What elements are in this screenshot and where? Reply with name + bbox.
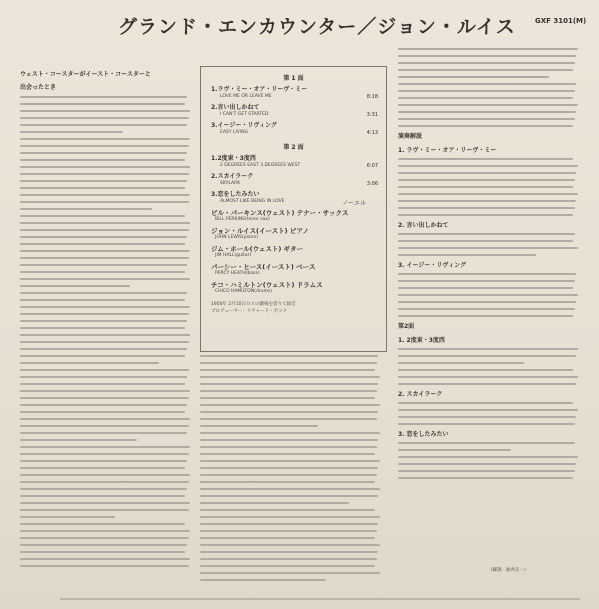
text-line	[20, 390, 190, 392]
text-line	[20, 152, 187, 154]
personnel-1	[201, 209, 386, 223]
text-line	[398, 62, 575, 64]
text-line	[398, 83, 576, 85]
text-line	[20, 292, 187, 294]
track-title-en: LOVE ME OR LEAVE ME	[220, 94, 272, 99]
text-line	[200, 537, 375, 539]
text-line	[200, 376, 380, 378]
track-note: ノーエル	[342, 200, 366, 207]
personnel-jp: パーシー・ヒース(イースト) ベース	[211, 263, 316, 271]
text-line	[200, 474, 377, 476]
track-1-2	[201, 104, 386, 118]
text-line	[398, 355, 576, 357]
text-line	[200, 460, 380, 462]
text-line	[200, 530, 377, 532]
personnel-jp: チコ・ハミルトン(ウェスト) ドラムス	[211, 281, 323, 289]
commentary-heading: 演奏解説	[398, 133, 423, 140]
text-line	[20, 327, 185, 329]
commentary-track-1-2: 2. 言い出しかねて	[398, 222, 449, 229]
commentary-side2-heading: 第2面	[398, 323, 415, 330]
track-1-3	[201, 122, 386, 136]
commentary-track-1-3: 3. イージー・リヴィング	[398, 262, 466, 269]
text-line	[20, 474, 190, 476]
text-line	[398, 362, 524, 364]
text-line	[398, 172, 576, 174]
text-line	[398, 247, 578, 249]
text-line	[20, 411, 185, 413]
text-line	[398, 456, 578, 458]
text-line	[20, 313, 189, 315]
tracklist-box	[200, 66, 387, 352]
text-line	[200, 579, 326, 581]
text-line	[398, 376, 578, 378]
text-line	[398, 449, 511, 451]
text-line	[200, 502, 349, 504]
copyright-footer-line	[60, 598, 580, 600]
personnel-en: CHICO HAMILTON(drums)	[215, 289, 272, 294]
text-line	[398, 442, 575, 444]
text-line	[200, 467, 378, 469]
text-line	[20, 201, 189, 203]
side1-title: 第 1 面	[283, 75, 304, 82]
text-line	[200, 355, 378, 357]
personnel-3	[201, 245, 386, 259]
text-line	[200, 383, 378, 385]
text-line	[20, 334, 190, 336]
text-line	[398, 254, 536, 256]
text-line	[398, 76, 549, 78]
text-line	[20, 278, 190, 280]
text-line	[398, 48, 578, 50]
text-line	[20, 453, 189, 455]
text-line	[20, 271, 185, 273]
text-line	[200, 418, 377, 420]
commentary-credit: （解説：油井正一）	[488, 568, 529, 573]
track-time: 3:31	[366, 112, 378, 118]
text-line	[20, 299, 185, 301]
text-line	[20, 530, 190, 532]
text-line	[398, 179, 575, 181]
text-line	[20, 236, 187, 238]
text-line	[20, 460, 187, 462]
recording-info	[201, 301, 386, 315]
text-line	[200, 411, 378, 413]
track-title-jp: 1.2度東・3度西	[211, 155, 256, 162]
text-line	[20, 103, 185, 105]
text-line	[200, 481, 375, 483]
text-line	[200, 495, 378, 497]
side2-title: 第 2 面	[283, 144, 304, 151]
personnel-2	[201, 227, 386, 241]
text-line	[200, 432, 380, 434]
middle-body-text	[200, 355, 382, 595]
commentary-track-2-3: 3. 恋をしたみたい	[398, 431, 449, 438]
text-line	[398, 315, 573, 317]
text-line	[20, 397, 189, 399]
text-line	[200, 509, 375, 511]
text-line	[398, 402, 573, 404]
text-line	[20, 173, 189, 175]
text-line	[20, 516, 115, 518]
text-line	[398, 125, 573, 127]
text-line	[20, 418, 190, 420]
text-line	[398, 69, 573, 71]
text-line	[398, 280, 575, 282]
text-line	[200, 558, 377, 560]
text-line	[20, 187, 185, 189]
text-line	[398, 97, 573, 99]
text-line	[398, 165, 578, 167]
text-line	[200, 551, 378, 553]
commentary-track-2-1: 1. 2度東・3度西	[398, 337, 445, 344]
text-line	[200, 572, 380, 574]
text-line	[20, 110, 190, 112]
text-line	[200, 404, 380, 406]
text-line	[200, 425, 318, 427]
text-line	[20, 467, 185, 469]
track-2-2	[201, 173, 386, 187]
track-1-1	[201, 86, 386, 100]
text-line	[398, 294, 578, 296]
left-heading-line1: ウェスト・コースターがイースト・コースターと	[20, 71, 151, 78]
text-line	[398, 423, 575, 425]
text-line	[20, 558, 190, 560]
text-line	[200, 397, 375, 399]
text-line	[20, 425, 189, 427]
album-title: グランド・エンカウンター／ジョン・ルイス	[118, 16, 516, 38]
right-body-text-top	[398, 48, 580, 127]
personnel-jp: ビル・パーキンス(ウェスト) テナー・サックス	[211, 209, 349, 217]
text-line	[200, 453, 375, 455]
text-line	[20, 285, 130, 287]
track-2-3	[201, 191, 386, 205]
text-line	[398, 214, 573, 216]
left-column	[20, 70, 192, 592]
recording-date: 1956年 2月10日ロスの劇場を借りて録音	[211, 302, 296, 307]
text-line	[20, 509, 189, 511]
track-title-en: ALMOST LIKE BEING IN LOVE	[220, 199, 285, 204]
catalog-number: GXF 3101(M)	[535, 17, 587, 25]
text-line	[398, 193, 578, 195]
text-line	[20, 306, 190, 308]
text-line	[20, 215, 185, 217]
text-line	[200, 488, 380, 490]
text-line	[398, 200, 576, 202]
text-line	[20, 124, 187, 126]
text-line	[398, 240, 573, 242]
text-line	[398, 348, 578, 350]
text-line	[398, 369, 573, 371]
text-line	[398, 301, 576, 303]
track-2-1	[201, 155, 386, 169]
track-title-en: EASY LIVING	[220, 130, 249, 135]
text-line	[20, 96, 187, 98]
text-line	[200, 369, 375, 371]
text-line	[398, 477, 573, 479]
text-line	[398, 207, 575, 209]
text-line	[20, 250, 190, 252]
text-line	[398, 463, 576, 465]
text-line	[200, 439, 378, 441]
text-line	[20, 229, 189, 231]
track-title-en: I CAN'T GET STARTED	[220, 112, 269, 117]
personnel-jp: ジム・ホール(ウェスト) ギター	[211, 245, 303, 253]
commentary-track-2-2: 2. スカイラーク	[398, 391, 443, 398]
text-line	[20, 222, 190, 224]
text-line	[20, 348, 187, 350]
track-time: 4:13	[366, 130, 378, 136]
text-line	[398, 158, 573, 160]
track-title-jp: 3.恋をしたみたい	[211, 191, 260, 198]
track-title-en: SKYLARK	[220, 181, 241, 186]
track-time: 3:06	[366, 181, 378, 187]
text-line	[398, 416, 576, 418]
text-line	[398, 470, 575, 472]
track-time: 8:18	[366, 94, 378, 100]
text-line	[200, 362, 377, 364]
text-line	[20, 341, 189, 343]
personnel-4	[201, 263, 386, 277]
text-line	[20, 439, 137, 441]
personnel-en: JOHN LEWIS(piano)	[215, 235, 259, 240]
commentary-track-1-1: 1. ラヴ・ミー・オア・リーヴ・ミー	[398, 147, 497, 154]
text-line	[20, 502, 190, 504]
text-line	[20, 551, 185, 553]
text-line	[20, 320, 187, 322]
text-line	[20, 446, 190, 448]
text-line	[20, 117, 189, 119]
track-title-jp: 1.ラヴ・ミー・オア・リーヴ・ミー	[211, 86, 308, 93]
text-line	[398, 118, 575, 120]
text-line	[398, 273, 576, 275]
text-line	[398, 383, 576, 385]
text-line	[20, 544, 187, 546]
text-line	[20, 166, 190, 168]
text-line	[20, 180, 187, 182]
personnel-jp: ジョン・ルイス(イースト) ピアノ	[211, 227, 309, 235]
right-column	[398, 48, 580, 588]
track-time: 6:07	[366, 163, 378, 169]
text-line	[20, 481, 189, 483]
text-line	[20, 194, 190, 196]
text-line	[20, 432, 187, 434]
text-line	[20, 131, 123, 133]
track-title-jp: 3.イージー・リヴィング	[211, 122, 277, 129]
text-line	[20, 159, 185, 161]
text-line	[20, 138, 190, 140]
text-line	[398, 233, 575, 235]
text-line	[200, 544, 380, 546]
text-line	[398, 287, 573, 289]
text-line	[20, 404, 187, 406]
text-line	[20, 523, 185, 525]
text-line	[398, 111, 576, 113]
personnel-en: BILL PERKINS(tenor sax)	[215, 217, 270, 222]
left-body-text	[20, 96, 192, 567]
text-line	[20, 565, 189, 567]
text-line	[398, 104, 578, 106]
text-line	[398, 186, 573, 188]
track-title-jp: 2.言い出しかねて	[211, 104, 260, 111]
text-line	[20, 257, 189, 259]
text-line	[20, 376, 187, 378]
text-line	[20, 488, 187, 490]
text-line	[398, 90, 575, 92]
left-heading-line2: 出会ったとき	[20, 84, 57, 91]
personnel-en: JIM HALL(guitar)	[215, 253, 252, 258]
text-line	[20, 537, 189, 539]
text-line	[20, 495, 185, 497]
text-line	[20, 362, 159, 364]
text-line	[200, 516, 380, 518]
personnel-en: PERCY HEATH(bass)	[215, 271, 260, 276]
text-line	[398, 409, 578, 411]
track-title-en: 2 DEGREES EAST 3 DEGREES WEST	[220, 163, 301, 168]
text-line	[200, 523, 378, 525]
producer: プロデューサー：リチャード・ボック	[211, 309, 288, 314]
text-line	[200, 565, 375, 567]
text-line	[20, 208, 152, 210]
text-line	[20, 264, 187, 266]
text-line	[20, 369, 189, 371]
text-line	[200, 446, 377, 448]
personnel-5	[201, 281, 386, 295]
text-line	[398, 55, 576, 57]
text-line	[200, 390, 377, 392]
text-line	[20, 383, 185, 385]
text-line	[398, 308, 575, 310]
text-line	[20, 145, 189, 147]
text-line	[20, 355, 185, 357]
track-title-jp: 2.スカイラーク	[211, 173, 254, 180]
text-line	[20, 243, 185, 245]
